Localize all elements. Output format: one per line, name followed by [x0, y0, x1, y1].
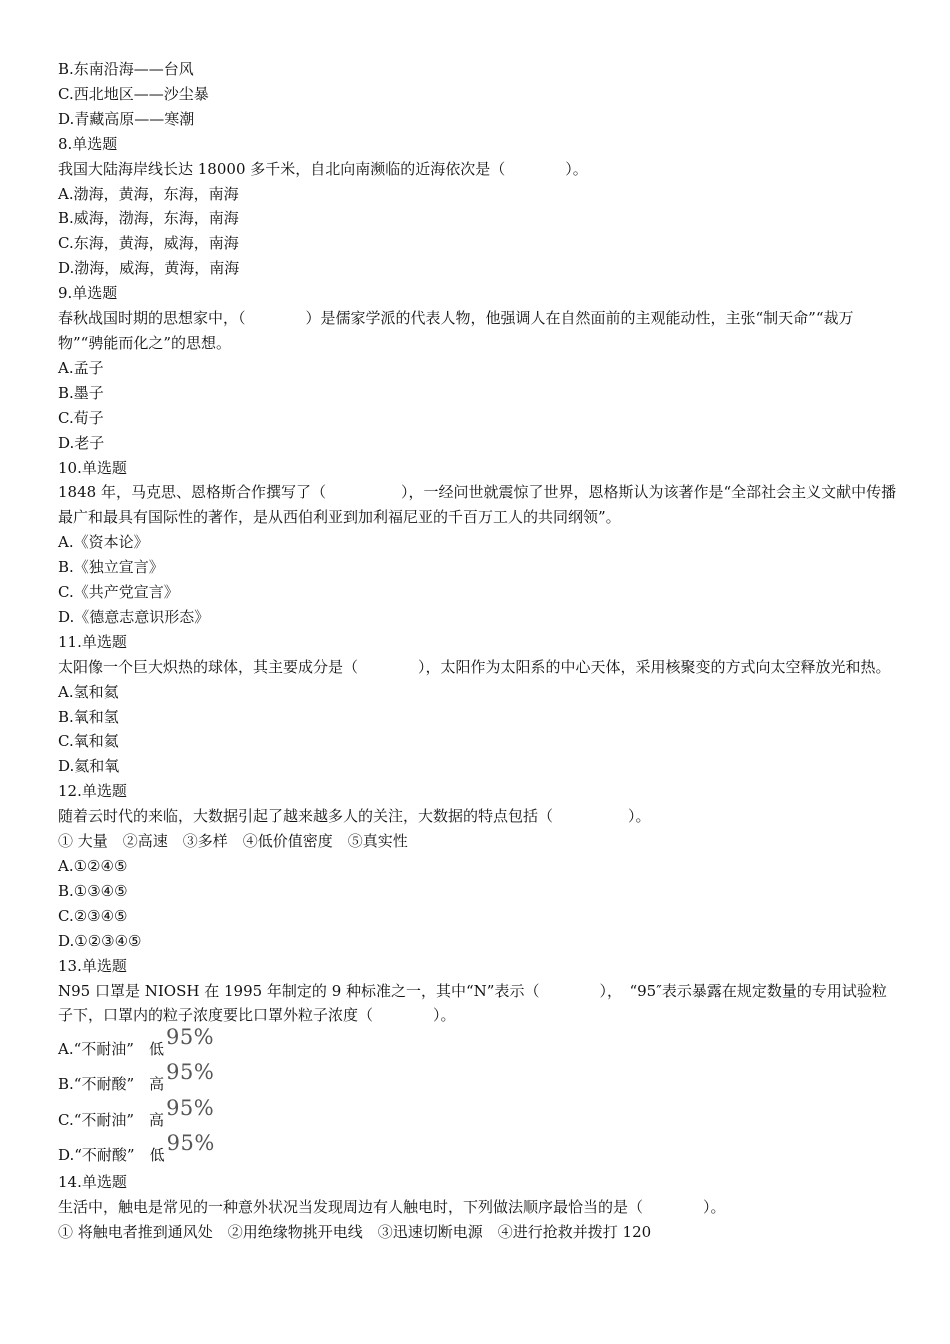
question-stem: 我国大陆海岸线长达 18000 多千米，自北向南濒临的近海依次是（ ）。 [58, 159, 588, 178]
percent-value: 95% [166, 1131, 215, 1156]
question-stem: 春秋战国时期的思想家中，（ ）是儒家学派的代表人物，他强调人在自然面前的主观能动性，主张“制天命”“裁万物”“骋能而化之”的思想。 [58, 309, 854, 352]
option-line: D.老子 [58, 433, 105, 452]
option-line: A.孟子 [58, 358, 104, 377]
option-line: D.①②③④⑤ [58, 931, 142, 950]
option-line [58, 1024, 898, 1064]
question-header: 8.单选题 [58, 134, 118, 153]
option-text: B.“不耐酸” 高 [58, 1075, 165, 1094]
option-line: B.东南沿海——台风 [58, 60, 194, 78]
option-line: D.《德意志意识形态》 [58, 607, 210, 626]
question-header: 9.单选题 [58, 284, 118, 303]
question-stem: 随着云时代的来临，大数据引起了越来越多人的关注，大数据的特点包括（ ）。 [58, 807, 651, 826]
option-line: B.①③④⑤ [58, 881, 128, 900]
question-header: 13.单选题 [58, 956, 127, 975]
option-line: A.渤海，黄海，东海，南海 [58, 184, 239, 203]
option-line: B.氧和氢 [58, 707, 119, 726]
option-line: D.渤海，威海，黄海，南海 [58, 259, 240, 278]
choice-items: ① 将触电者推到通风处 ②用绝缘物挑开电线 ③迅速切断电源 ④进行抢救并拨打 120 [58, 1223, 652, 1242]
question-stem: 太阳像一个巨大炽热的球体，其主要成分是（ ），太阳作为太阳系的中心天体，采用核聚变的方式向太空释放光和热。 [58, 657, 891, 676]
option-line: A.《资本论》 [58, 533, 149, 552]
exam-page [58, 57, 898, 1245]
option-line: B.墨子 [58, 383, 104, 402]
question-header: 11.单选题 [58, 632, 127, 651]
percent-value: 95% [165, 1024, 215, 1049]
question-header: 10.单选题 [58, 458, 127, 477]
option-line: C.东海，黄海，威海，南海 [58, 234, 239, 253]
option-line: C.《共产党宣言》 [58, 583, 179, 602]
option-line [58, 1131, 898, 1171]
option-line: B.威海，渤海，东海，南海 [58, 209, 239, 228]
choice-items: ① 大量 ②高速 ③多样 ④低价值密度 ⑤真实性 [58, 832, 408, 851]
option-line [58, 1060, 898, 1100]
option-text: A.“不耐油” 低 [58, 1039, 164, 1058]
option-line: C.氧和氦 [58, 732, 119, 751]
option-line: A.①②④⑤ [58, 857, 128, 875]
question-header: 14.单选题 [58, 1173, 127, 1192]
option-line: D.青藏高原——寒潮 [58, 109, 195, 128]
option-line: C.西北地区——沙尘暴 [58, 84, 209, 103]
question-stem: N95 口罩是 NIOSH 在 1995 年制定的 9 种标准之一，其中“N”表示（ ）， “95″表示暴露在规定数量的专用试验粒子下，口罩内的粒子浓度要比口罩外粒子浓度（ ）。 [58, 981, 887, 1025]
option-line: D.氦和氧 [58, 757, 120, 776]
question-stem: 1848 年，马克思、恩格斯合作撰写了（ ），一经问世就震惊了世界，恩格斯认为该著作是“全部社会主义文献中传播最广和最具有国际性的著作，是从西伯利亚到加利福尼亚的千百万工人的共同纲领”。 [58, 483, 897, 527]
option-line: B.《独立宣言》 [58, 558, 164, 577]
option-line [58, 1095, 898, 1135]
option-line: C.荀子 [58, 408, 104, 427]
option-line: C.②③④⑤ [58, 906, 128, 925]
option-line: A.氢和氦 [58, 682, 119, 701]
percent-value: 95% [166, 1095, 215, 1120]
question-stem: 生活中，触电是常见的一种意外状况当发现周边有人触电时，下列做法顺序最恰当的是（ ）。 [58, 1198, 726, 1217]
option-text: D.“不耐酸” 低 [58, 1146, 165, 1165]
percent-value: 95% [166, 1060, 215, 1085]
option-text: C.“不耐油” 高 [58, 1110, 165, 1129]
question-header: 12.单选题 [58, 782, 127, 801]
